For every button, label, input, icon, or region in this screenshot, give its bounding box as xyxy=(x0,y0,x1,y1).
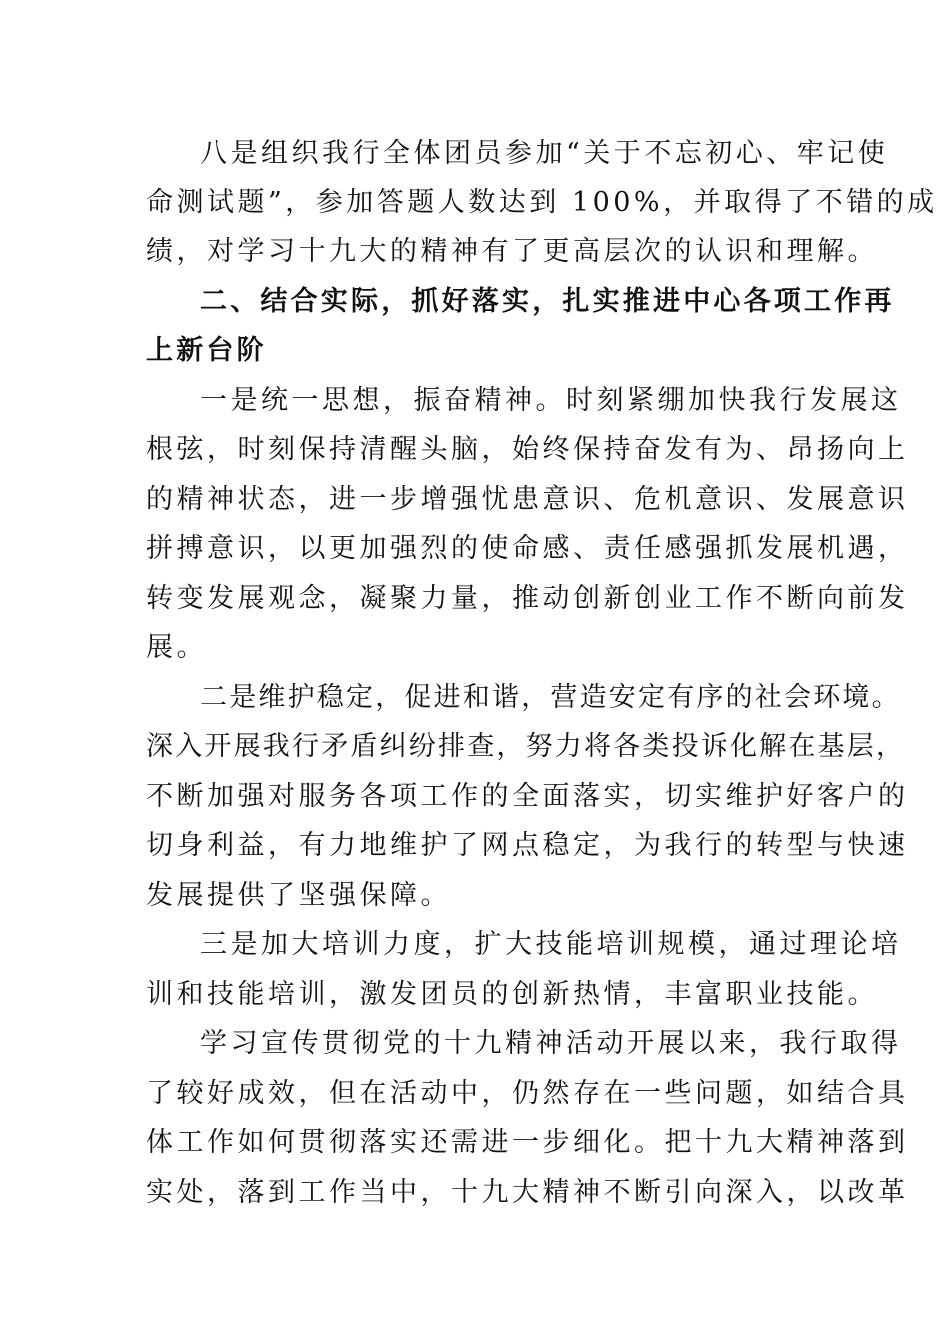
text-line: 训和技能培训，激发团员的创新热情，丰富职业技能。 xyxy=(146,979,878,1010)
text-line: 八是组织我行全体团员参加“关于不忘初心、牢记使 xyxy=(200,138,889,169)
text-line: 绩，对学习十九大的精神有了更高层次的认识和理解。 xyxy=(146,236,878,267)
text-line: 学习宣传贯彻党的十九精神活动开展以来，我行取得 xyxy=(200,1028,902,1059)
text-line: 拼搏意识，以更加强烈的使命感、责任感强抓发展机遇， xyxy=(146,533,909,564)
text-line: 体工作如何贯彻落实还需进一步细化。把十九大精神落到 xyxy=(146,1127,909,1158)
text-line: 发展提供了坚强保障。 xyxy=(146,880,451,911)
text-line: 二是维护稳定，促进和谐，营造安定有序的社会环境。 xyxy=(200,682,901,713)
text-line: 实处，落到工作当中，十九大精神不断引向深入，以改革 xyxy=(146,1177,909,1208)
text-line: 一是统一思想，振奋精神。时刻紧绷加快我行发展这 xyxy=(200,385,902,416)
section-heading: 上新台阶 xyxy=(146,335,267,366)
text-line: 切身利益，有力地维护了网点稳定，为我行的转型与快速 xyxy=(146,830,909,861)
text-line: 展。 xyxy=(146,632,207,663)
text-line: 不断加强对服务各项工作的全面落实，切实维护好客户的 xyxy=(146,781,909,812)
text-line: 根弦，时刻保持清醒头脑，始终保持奋发有为、昂扬向上 xyxy=(146,434,909,465)
text-line: 三是加大培训力度，扩大技能培训规模，通过理论培 xyxy=(200,929,902,960)
text-line: 命测试题”，参加答题人数达到 100%，并取得了不错的成 xyxy=(146,187,938,218)
text-line: 了较好成效，但在活动中，仍然存在一些问题，如结合具 xyxy=(146,1078,909,1109)
section-heading: 二、结合实际，抓好落实，扎实推进中心各项工作再 xyxy=(200,286,895,317)
text-line: 深入开展我行矛盾纠纷排查，努力将各类投诉化解在基层， xyxy=(146,731,906,762)
text-line: 的精神状态，进一步增强忧患意识、危机意识、发展意识 xyxy=(146,484,909,515)
text-line: 转变发展观念，凝聚力量，推动创新创业工作不断向前发 xyxy=(146,583,909,614)
